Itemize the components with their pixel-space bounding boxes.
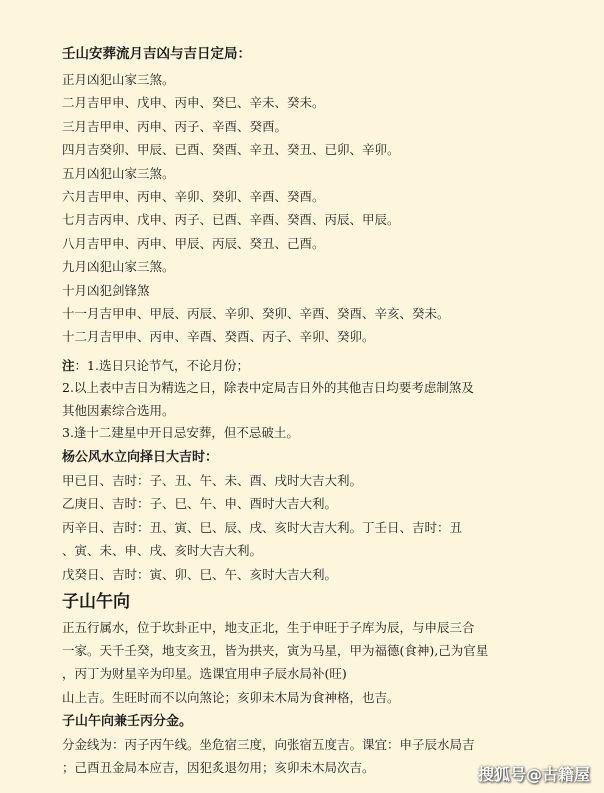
month-line: 四月吉癸卯、甲辰、已酉、癸酉、辛丑、癸丑、已卯、辛卯。 — [62, 142, 400, 158]
auspicious-hour-line: 甲已日、吉时：子、丑、午、未、酉、戌时大吉大利。 — [62, 472, 363, 488]
paragraph-line: ；己酉丑金局本应吉，因犯炙退勿用；亥卯未木局次吉。 — [62, 759, 375, 775]
month-line: 十二月吉甲申、丙申、辛酉、癸酉、丙子、辛卯、癸卯。 — [62, 329, 375, 345]
auspicious-hour-line: 乙庚日、吉时：子、巳、午、申、酉时大吉大利。 — [62, 496, 338, 512]
month-line: 正月凶犯山家三煞。 — [62, 72, 175, 87]
paragraph-line: ，丙丁为财星辛为印星。选课宜用申子辰水局补(旺) — [62, 666, 347, 682]
month-list — [62, 68, 562, 349]
ziwu-heading: 子山午向 — [62, 591, 130, 612]
paragraph-line: 一家。天千壬癸，地支亥丑，皆为拱夹，寅为马星，甲为福德(食神),己为官星 — [62, 643, 489, 659]
auspicious-hour-line: 丙辛日、吉时：丑、寅、巳、辰、戌、亥时大吉大利。丁壬日、吉时：丑 — [62, 519, 463, 535]
auspicious-hour-line: 、寅、未、申、戌、亥时大吉大利。 — [62, 543, 263, 559]
watermark: 搜狐号@古籍屋 — [477, 765, 590, 784]
month-line: 九月凶犯山家三煞。 — [62, 259, 175, 275]
paragraph-line: 正五行属水，位于坎卦正中，地支正北，生于申旺于子库为辰，与申辰三合 — [62, 619, 475, 635]
month-line: 三月吉甲申、丙申、丙子、辛酉、癸酉。 — [62, 118, 288, 134]
auspicious-hour-line: 戊癸日、吉时：寅、卯、巳、午、亥时大吉大利。 — [62, 566, 338, 582]
paragraph-line: 分金线为：丙子丙午线。坐危宿三度，向张宿五度吉。课宜：申子辰水局吉 — [62, 736, 475, 752]
note-line-1 — [62, 355, 562, 378]
note-line-2: 2.以上表中吉日为精选之日，除表中定局吉日外的其他吉日均要考虑制煞及 — [62, 380, 474, 396]
month-line: 二月吉甲申、戊申、丙申、癸巳、辛未、癸未。 — [62, 95, 325, 111]
month-line: 七月吉丙申、戊申、丙子、已酉、辛酉、癸酉、丙辰、甲辰。 — [62, 212, 400, 228]
month-line: 六月吉甲申、丙申、辛卯、癸卯、辛酉、癸酉。 — [62, 189, 325, 205]
yang-lines — [62, 469, 562, 586]
ziwu-paragraph — [62, 616, 562, 709]
month-line: 十月凶犯剑锋煞 — [62, 282, 150, 298]
yang-section-title: 杨公风水立向择日大吉时： — [62, 449, 219, 465]
jianren-heading: 子山午向兼壬丙分金。 — [62, 713, 193, 729]
note-text: ：1.选日只论节气，不论月份； — [74, 357, 249, 373]
note-line-2-cont: 其他因素综合选用。 — [62, 402, 175, 418]
month-line: 五月凶犯山家三煞。 — [62, 165, 175, 181]
note-line-3: 3.逢十二建星中开日忌安葬，但不忌破土。 — [62, 425, 299, 441]
month-line: 八月吉甲申、丙申、甲辰、丙辰、癸丑、己酉。 — [62, 235, 325, 251]
document-title: 壬山安葬流月吉凶与吉日定局： — [62, 46, 251, 62]
note-label: 注 — [62, 357, 75, 373]
notes-section — [62, 355, 562, 445]
month-line: 十一月吉甲申、甲辰、丙辰、辛卯、癸卯、辛酉、癸酉、辛亥、癸未。 — [62, 306, 450, 322]
document-page — [62, 44, 562, 779]
paragraph-line: 山上吉。生旺时而不以向煞论；亥卯未木局为食神格，也吉。 — [62, 689, 400, 705]
